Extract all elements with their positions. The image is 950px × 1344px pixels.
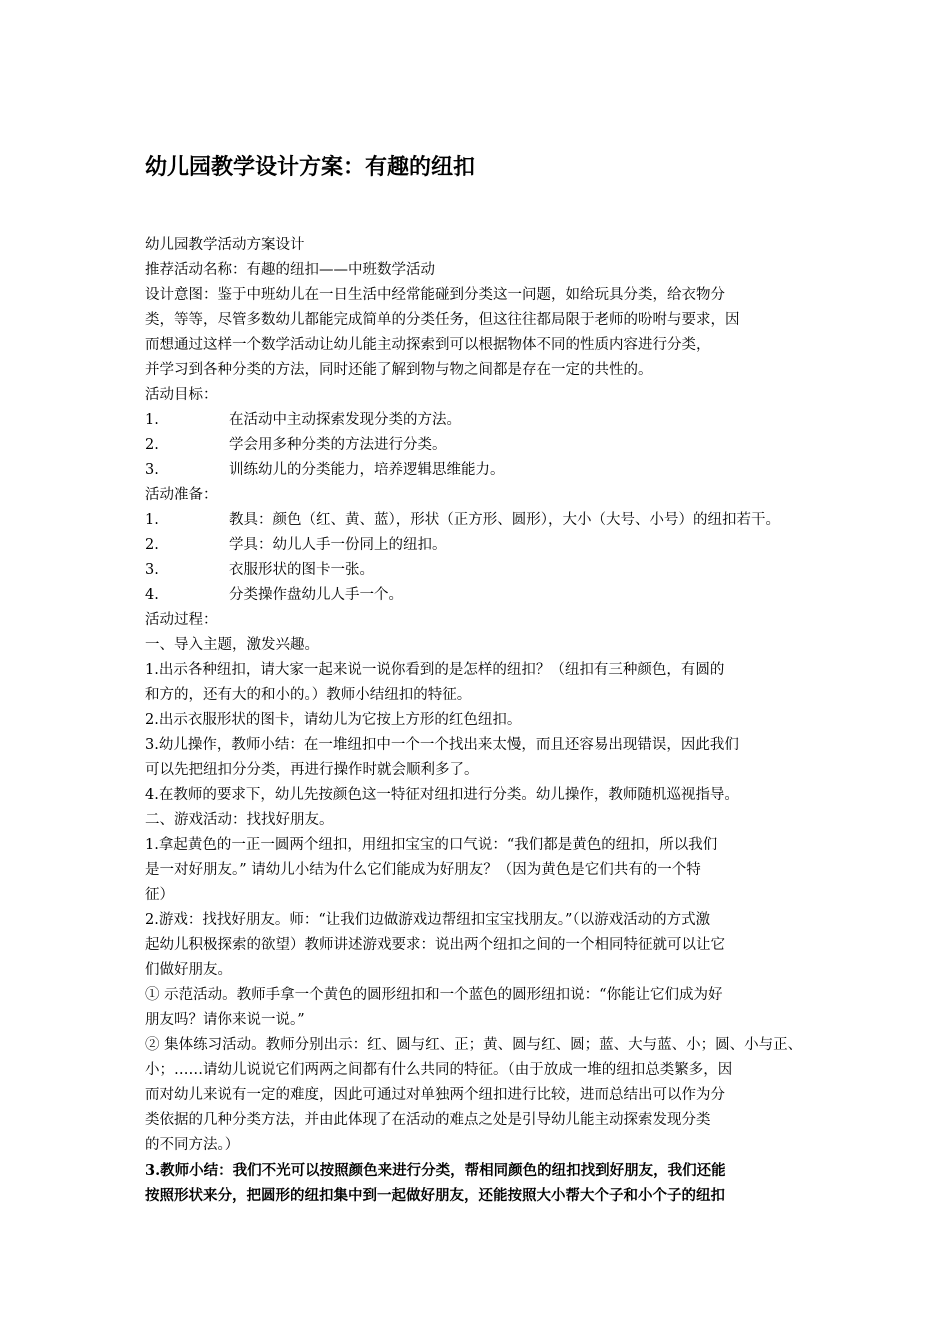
paragraph-line: 和方的，还有大的和小的。）教师小结纽扣的特征。 [145,687,472,703]
prep-item [145,558,809,583]
prep-item [145,508,809,533]
list-number: 3. [145,462,159,478]
list-number: 2. [145,537,159,553]
paragraph-line: 们做好朋友。 [145,962,232,978]
bold-summary-line: 3.教师小结：我们不光可以按照颜色来进行分类，帮相同颜色的纽扣找到好朋友，我们还能 [145,1162,726,1179]
goal-item [145,458,809,483]
section-heading: 活动过程： [145,612,218,628]
paragraph-line: 可以先把纽扣分分类，再进行操作时就会顺利多了。 [145,762,479,778]
paragraph-line: 2.出示衣服形状的图卡，请幼儿为它按上方形的红色纽扣。 [145,712,522,728]
goal-item [145,433,809,458]
paragraph-line: 1.出示各种纽扣，请大家一起来说一说你看到的是怎样的纽扣？（纽扣有三种颜色，有圆的 [145,662,725,678]
paragraph-line: 推荐活动名称：有趣的纽扣——中班数学活动 [145,262,435,278]
list-text: 教具：颜色（红、黄、蓝），形状（正方形、圆形），大小（大号、小号）的纽扣若干。 [229,512,780,528]
list-number: 1. [145,412,159,428]
paragraph-line: 而想通过这样一个数学活动让幼儿能主动探索到可以根据物体不同的性质内容进行分类， [145,337,711,353]
list-text: 衣服形状的图卡一张。 [229,562,374,578]
bold-summary-line: 按照形状来分，把圆形的纽扣集中到一起做好朋友，还能按照大小帮大个子和小个子的纽扣 [145,1187,725,1204]
prep-item [145,533,809,558]
list-text: 训练幼儿的分类能力，培养逻辑思维能力。 [229,462,505,478]
paragraph-line: 1.拿起黄色的一正一圆两个纽扣，用纽扣宝宝的口气说：“我们都是黄色的纽扣，所以我们 [145,837,718,853]
list-text: 分类操作盘幼儿人手一个。 [229,587,403,603]
paragraph-line: 2.游戏：找找好朋友。师：“让我们边做游戏边帮纽扣宝宝找朋友。”（以游戏活动的方式激 [145,912,711,928]
list-number: 4. [145,587,159,603]
section-heading: 活动准备： [145,487,218,503]
document-title: 幼儿园教学设计方案：有趣的纽扣 [145,155,476,180]
paragraph-line: 是一对好朋友。” 请幼儿小结为什么它们能成为好朋友？（因为黄色是它们共有的一个特 [145,862,701,878]
paragraph-line: 4.在教师的要求下，幼儿先按颜色这一特征对纽扣进行分类。幼儿操作，教师随机巡视指导。 [145,787,739,803]
paragraph-line: 类依据的几种分类方法，并由此体现了在活动的难点之处是引导幼儿能主动探索发现分类 [145,1112,711,1128]
section-heading: 活动目标： [145,387,218,403]
paragraph-line: 小；……请幼儿说说它们两两之间都有什么共同的特征。（由于放成一堆的纽扣总类繁多，因 [145,1062,733,1078]
paragraph-line: 3.幼儿操作，教师小结：在一堆纽扣中一个一个找出来太慢，而且还容易出现错误，因此我们 [145,737,739,753]
paragraph-line: ① 示范活动。教师手拿一个黄色的圆形纽扣和一个蓝色的圆形纽扣说：“你能让它们成为好 [145,987,723,1003]
paragraph-line: 设计意图：鉴于中班幼儿在一日生活中经常能碰到分类这一问题，如给玩具分类，给衣物分 [145,287,725,303]
goal-item [145,408,809,433]
paragraph-line: 并学习到各种分类的方法，同时还能了解到物与物之间都是存在一定的共性的。 [145,362,653,378]
prep-item [145,583,809,608]
paragraph-line: 类，等等，尽管多数幼儿都能完成简单的分类任务，但这往往都局限于老师的吩咐与要求，因 [145,312,740,328]
paragraph-line: 起幼儿积极探索的欲望）教师讲述游戏要求：说出两个纽扣之间的一个相同特征就可以让它 [145,937,725,953]
list-text: 在活动中主动探索发现分类的方法。 [229,412,461,428]
list-text: 学具：幼儿人手一份同上的纽扣。 [229,537,447,553]
paragraph-line: 而对幼儿来说有一定的难度，因此可通过对单独两个纽扣进行比较，进而总结出可以作为分 [145,1087,725,1103]
list-number: 2. [145,437,159,453]
list-text: 学会用多种分类的方法进行分类。 [229,437,447,453]
paragraph-line: 征） [145,887,174,903]
paragraph-line: 二、游戏活动：找找好朋友。 [145,812,334,828]
paragraph-line: 的不同方法。） [145,1137,240,1153]
paragraph-line: 朋友吗？请你来说一说。” [145,1012,305,1028]
list-number: 3. [145,562,159,578]
paragraph-line: 一、导入主题，激发兴趣。 [145,637,319,653]
paragraph-line: ② 集体练习活动。教师分别出示：红、圆与红、正；黄、圆与红、圆；蓝、大与蓝、小；圆、小与正、 [145,1037,803,1053]
document-body [145,233,809,1208]
paragraph-line: 幼儿园教学活动方案设计 [145,237,305,253]
list-number: 1. [145,512,159,528]
